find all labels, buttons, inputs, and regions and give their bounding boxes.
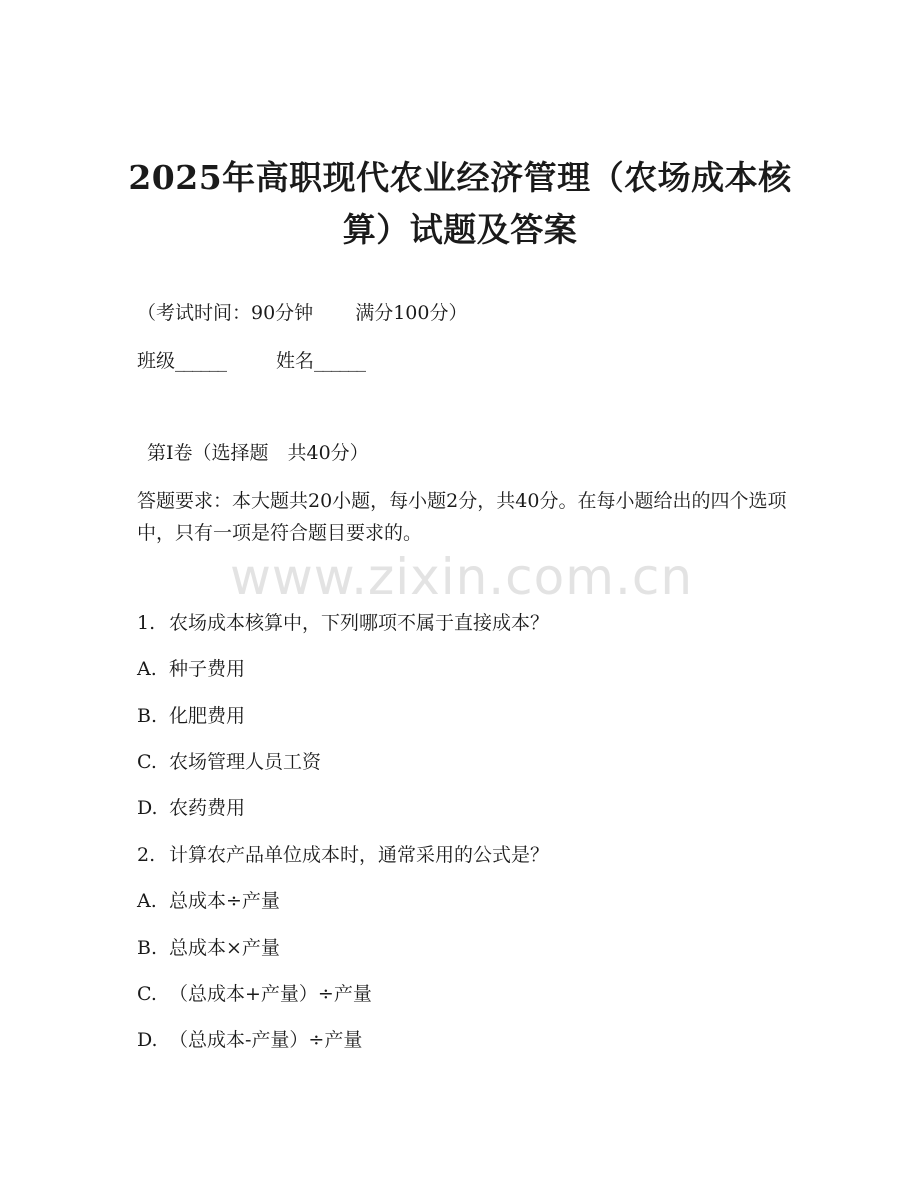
section-title: 第Ⅰ卷（选择题 共40分） xyxy=(147,442,369,464)
q1-option-a xyxy=(137,656,245,682)
option-letter: B. xyxy=(137,705,158,727)
q2-option-c xyxy=(137,981,372,1007)
option-letter: C. xyxy=(137,751,157,773)
option-text: 化肥费用 xyxy=(169,705,246,727)
title-line-1: 2025年高职现代农业经济管理（农场成本核 xyxy=(128,158,792,197)
q1-option-b xyxy=(137,703,245,729)
option-letter: D. xyxy=(137,1029,158,1051)
watermark: www.zixin.com.cn xyxy=(230,548,694,606)
student-info xyxy=(137,348,365,374)
option-letter: A. xyxy=(137,658,157,680)
class-label: 班级 xyxy=(137,350,176,372)
instructions: 答题要求：本大题共20小题，每小题2分，共40分。在每小题给出的四个选项中，只有一项是符合题目要求的。 xyxy=(137,490,787,544)
q1-option-d xyxy=(137,795,245,821)
page-title xyxy=(120,152,800,256)
exam-time: （考试时间：90分钟 xyxy=(137,302,314,324)
q1-option-c xyxy=(137,749,321,775)
name-label: 姓名 xyxy=(276,350,315,372)
option-letter: B. xyxy=(137,937,158,959)
option-letter: A. xyxy=(137,890,157,912)
question-text: 农场成本核算中，下列哪项不属于直接成本？ xyxy=(169,612,550,634)
name-blank: ______ xyxy=(314,350,366,372)
full-score: 满分100分） xyxy=(355,302,468,324)
question-text: 计算农产品单位成本时，通常采用的公式是？ xyxy=(169,844,550,866)
option-letter: D. xyxy=(137,797,158,819)
question-1 xyxy=(137,610,549,636)
option-text: （总成本+产量）÷产量 xyxy=(169,983,372,1005)
option-letter: C. xyxy=(137,983,157,1005)
question-number: 2. xyxy=(137,844,156,866)
option-text: （总成本-产量）÷产量 xyxy=(169,1029,363,1051)
option-text: 农场管理人员工资 xyxy=(169,751,322,773)
class-blank: ______ xyxy=(175,350,227,372)
option-text: 总成本÷产量 xyxy=(169,890,280,912)
q2-option-d xyxy=(137,1027,362,1053)
question-2 xyxy=(137,842,549,868)
question-number: 1. xyxy=(137,612,156,634)
q2-option-b xyxy=(137,935,280,961)
exam-info xyxy=(137,300,467,326)
title-line-2: 算）试题及答案 xyxy=(342,210,578,249)
q2-option-a xyxy=(137,888,280,914)
option-text: 总成本×产量 xyxy=(169,937,280,959)
option-text: 种子费用 xyxy=(169,658,246,680)
option-text: 农药费用 xyxy=(169,797,246,819)
